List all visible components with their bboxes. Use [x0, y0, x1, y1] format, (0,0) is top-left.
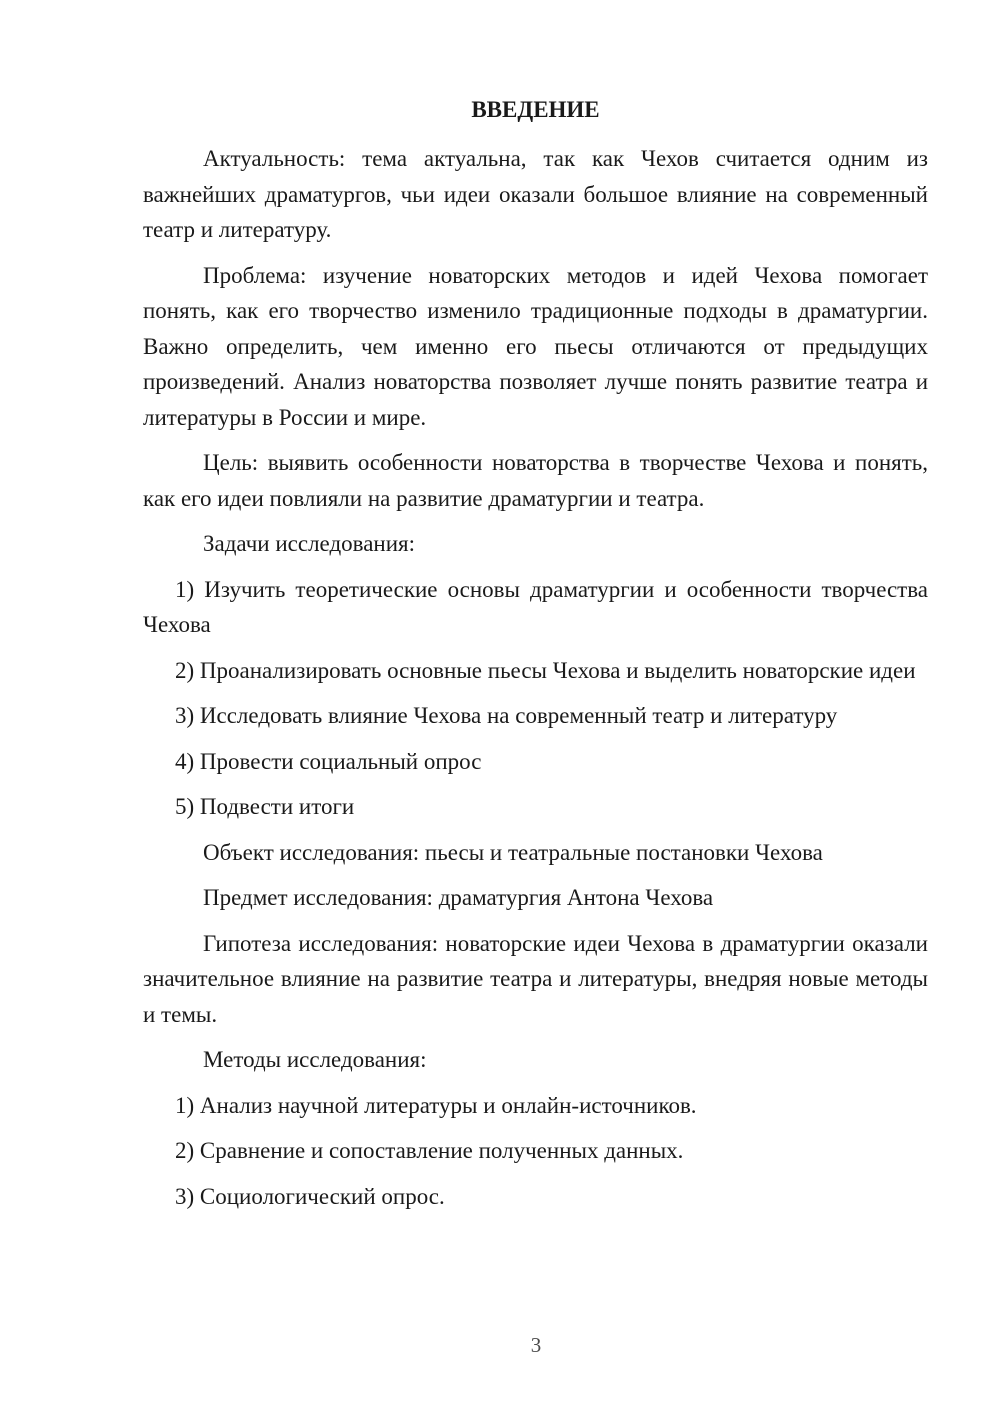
task-item-2: 2) Проанализировать основные пьесы Чехова и выделить новаторские идеи: [175, 657, 916, 683]
task-item-3: 3) Исследовать влияние Чехова на современный театр и литературу: [175, 703, 838, 728]
relevance-paragraph: Актуальность: тема актуальна, так как Чехов считается одним из важнейших драматургов, чьи идеи оказали большое влияние на современный театр и литературу.: [143, 146, 928, 242]
method-item-2: 2) Сравнение и сопоставление полученных данных.: [175, 1138, 684, 1163]
hypothesis-paragraph: Гипотеза исследования: новаторские идеи Чехова в драматургии оказали значительное влияние на развитие театра и литературы, внедряя новые методы и темы.: [143, 930, 928, 1027]
tasks-heading: Задачи исследования:: [203, 531, 416, 556]
task-item-1: 1) Изучить теоретические основы драматургии и особенности творчества Чехова: [143, 576, 928, 637]
introduction-body: [143, 141, 928, 1224]
methods-heading: Методы исследования:: [203, 1047, 427, 1072]
page-number: 3: [530, 1333, 542, 1357]
problem-paragraph: Проблема: изучение новаторских методов и идей Чехова помогает понять, как его творчество изменило традиционные подходы в драматургии. Важно определить, чем именно его пьесы отличаются от предыдущих произведений. Анализ новаторства позволяет лучше понять развитие театра и литературы в России и мире.: [143, 262, 928, 430]
task-item-5: 5) Подвести итоги: [175, 794, 355, 819]
task-item-4: 4) Провести социальный опрос: [175, 748, 482, 774]
method-item-1: 1) Анализ научной литературы и онлайн-источников.: [175, 1092, 697, 1118]
method-item-3: 3) Социологический опрос.: [175, 1183, 445, 1209]
object-paragraph: Объект исследования: пьесы и театральные постановки Чехова: [203, 839, 823, 865]
page-title: ВВЕДЕНИЕ: [471, 97, 600, 122]
goal-paragraph: Цель: выявить особенности новаторства в творчестве Чехова и понять, как его идеи повлияли на развитие драматургии и театра.: [143, 450, 928, 511]
subject-paragraph: Предмет исследования: драматургия Антона Чехова: [203, 885, 714, 910]
